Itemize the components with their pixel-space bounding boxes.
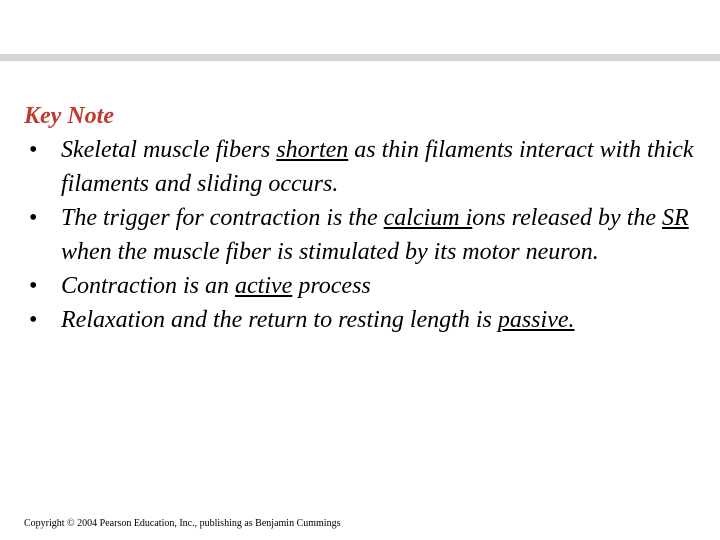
bullet-item-fibers-shorten — [24, 133, 704, 201]
top-divider — [0, 54, 720, 61]
bullet-icon: • — [29, 137, 38, 163]
bullet-item-relaxation-passive — [24, 303, 704, 337]
bullet-icon: • — [29, 273, 38, 299]
slide-title: Key Note — [24, 103, 114, 129]
underlined-term: SR — [662, 205, 689, 231]
key-note-block — [24, 99, 704, 337]
underlined-term: active — [235, 273, 293, 299]
bullet-item-calcium-trigger — [24, 201, 704, 269]
bullet-text: Contraction is an — [61, 273, 236, 299]
underlined-term: shorten — [276, 137, 349, 163]
bullet-item-contraction-active — [24, 269, 704, 303]
bullet-text: The trigger for contraction is the — [61, 205, 384, 231]
bullet-text: when the muscle fiber is stimulated by its motor neuron. — [61, 239, 599, 265]
copyright-footer: Copyright © 2004 Pearson Education, Inc., publishing as Benjamin Cummings — [24, 518, 341, 529]
bullet-text: Skeletal muscle fibers — [61, 137, 277, 163]
bullet-text: as thin filaments interact with thick filaments and sliding occurs. — [61, 137, 694, 197]
bullet-text: process — [292, 273, 371, 299]
bullet-icon: • — [29, 205, 38, 231]
bullet-text: ons released by the — [472, 205, 663, 231]
underlined-term: passive. — [497, 307, 575, 333]
underlined-term: calcium i — [383, 205, 473, 231]
bullet-text: Relaxation and the return to resting length is — [61, 307, 498, 333]
bullet-list — [24, 133, 704, 337]
bullet-icon: • — [29, 307, 38, 333]
